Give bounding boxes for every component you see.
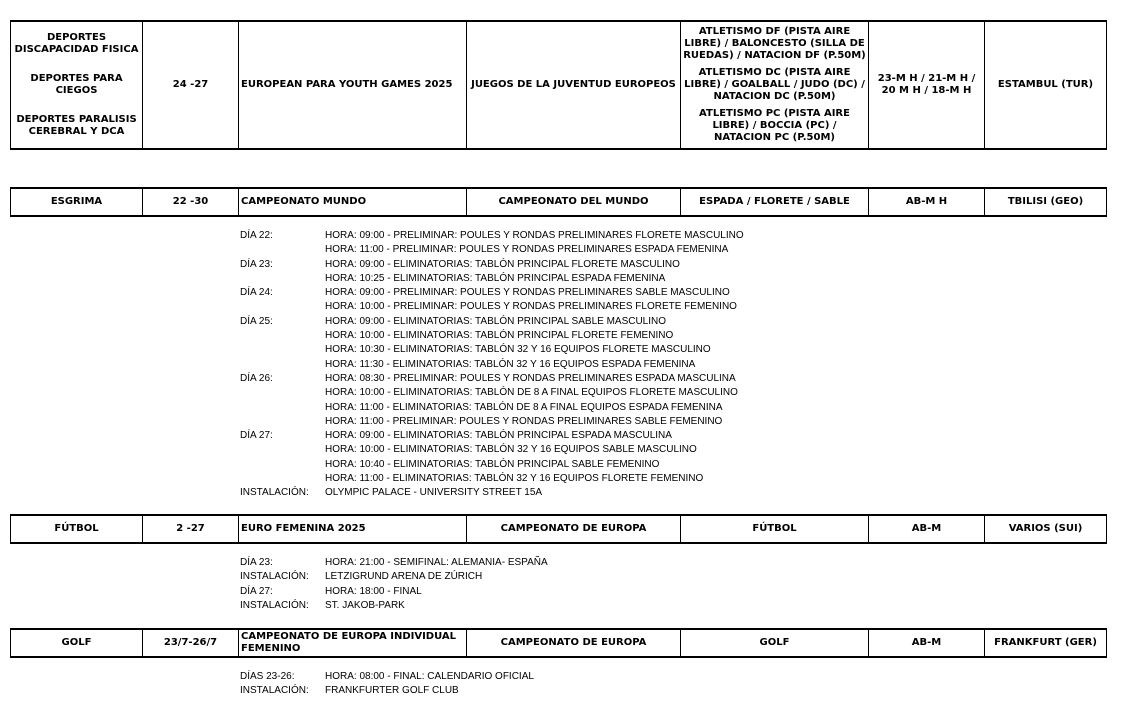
schedule-text: HORA: 10:00 - ELIMINATORIAS: TABLÓN PRINCIPAL FLORETE FEMENINO [325, 330, 674, 342]
dates-cell: 2 -27 [143, 515, 239, 543]
schedule-row [240, 329, 744, 343]
schedule-row [240, 386, 744, 400]
venue-text: OLYMPIC PALACE - UNIVERSITY STREET 15A [325, 487, 543, 499]
event-type-cell: CAMPEONATO DE EUROPA [467, 515, 681, 543]
schedule-row [240, 670, 534, 684]
day-label: DÍA 26: [240, 372, 273, 384]
event-row-golf [10, 628, 1107, 658]
schedule-text: HORA: 09:00 - PRELIMINAR: POULES Y RONDAS PRELIMINARES FLORETE MASCULINO [325, 230, 744, 241]
category-cell: AB-M H [869, 188, 985, 216]
schedule-row [240, 229, 744, 243]
schedule-row [240, 243, 744, 257]
schedule-row [240, 258, 744, 272]
schedule-row [240, 343, 744, 357]
schedule-row [240, 401, 744, 415]
schedule-row [240, 300, 744, 314]
schedule-row [240, 570, 548, 584]
discipline-cell: GOLF [681, 629, 869, 657]
schedule-row [240, 358, 744, 372]
day-label: DÍA 22: [240, 230, 273, 241]
day-label: DÍA 27: [240, 430, 273, 442]
schedule-row [240, 472, 744, 486]
discipline-cell: FÚTBOL [681, 515, 869, 543]
event-row-futbol [10, 514, 1107, 544]
schedule-text: HORA: 10:00 - ELIMINATORIAS: TABLÓN DE 8 A FINAL EQUIPOS FLORETE MASCULINO [325, 387, 738, 399]
schedule-text: HORA: 10:00 - PRELIMINAR: POULES Y RONDAS PRELIMINARES FLORETE FEMENINO [325, 301, 737, 313]
venue-label: INSTALACIÓN: [240, 599, 309, 611]
dates-cell: 22 -30 [143, 188, 239, 216]
schedule-text: HORA: 10:40 - ELIMINATORIAS: TABLÓN PRINCIPAL SABLE FEMENINO [325, 458, 660, 470]
sport-label: DEPORTES DISCAPACIDAD FISICA [14, 31, 139, 55]
schedule-text: HORA: 10:30 - ELIMINATORIAS: TABLÓN 32 Y 16 EQUIPOS FLORETE MASCULINO [325, 344, 711, 356]
schedule-row [240, 599, 548, 613]
day-label: DÍA 23: [240, 557, 273, 568]
discipline-cell [681, 21, 869, 149]
schedule-text: HORA: 11:00 - PRELIMINAR: POULES Y RONDAS PRELIMINARES SABLE FEMENINO [325, 415, 723, 427]
event-type-cell: JUEGOS DE LA JUVENTUD EUROPEOS [467, 21, 681, 149]
event-name-cell: EUROPEAN PARA YOUTH GAMES 2025 [239, 21, 467, 149]
sport-label: DEPORTES PARALISIS CEREBRAL Y DCA [16, 114, 137, 138]
event-row-para-youth-games [10, 20, 1107, 150]
schedule-golf [240, 670, 534, 699]
schedule-row [240, 443, 744, 457]
schedule-text: HORA: 09:00 - PRELIMINAR: POULES Y RONDAS PRELIMINARES SABLE MASCULINO [325, 287, 730, 299]
schedule-esgrima [240, 229, 744, 501]
venue-label: INSTALACIÓN: [240, 571, 309, 583]
schedule-text: HORA: 18:00 - FINAL [325, 585, 422, 597]
venue-text: ST. JAKOB-PARK [325, 599, 405, 611]
day-label: DÍA 24: [240, 287, 273, 299]
schedule-row [240, 486, 744, 500]
schedule-row [240, 556, 548, 570]
schedule-row [240, 272, 744, 286]
event-name-cell: CAMPEONATO MUNDO [239, 188, 467, 216]
discipline-label: ATLETISMO DC (PISTA AIRE LIBRE) / GOALBALL / JUDO (DC) / NATACION DC (P.50M) [684, 66, 865, 102]
venue-label: INSTALACIÓN: [240, 487, 309, 499]
schedule-row [240, 372, 744, 386]
schedule-row [240, 429, 744, 443]
day-label: DÍAS 23-26: [240, 671, 295, 682]
location-cell: FRANKFURT (GER) [985, 629, 1107, 657]
event-name-cell: CAMPEONATO DE EUROPA INDIVIDUAL FEMENINO [239, 629, 467, 657]
location-cell: ESTAMBUL (TUR) [985, 21, 1107, 149]
schedule-text: HORA: 21:00 - SEMIFINAL: ALEMANIA- ESPAÑA [325, 557, 548, 568]
schedule-text: HORA: 08:00 - FINAL: CALENDARIO OFICIAL [325, 671, 534, 682]
event-row-esgrima [10, 187, 1107, 217]
category-cell: AB-M [869, 629, 985, 657]
schedule-row [240, 585, 548, 599]
discipline-label: ATLETISMO PC (PISTA AIRE LIBRE) / BOCCIA (PC) / NATACION PC (P.50M) [699, 108, 850, 144]
category-cell: AB-M [869, 515, 985, 543]
schedule-row [240, 415, 744, 429]
venue-text: LETZIGRUND ARENA DE ZÚRICH [325, 571, 483, 583]
category-cell: 23-M H / 21-M H / 20 M H / 18-M H [869, 21, 985, 149]
day-label: DÍA 27: [240, 585, 273, 597]
schedule-futbol [240, 556, 548, 613]
schedule-row [240, 286, 744, 300]
schedule-text: HORA: 11:00 - ELIMINATORIAS: TABLÓN DE 8 A FINAL EQUIPOS ESPADA FEMENINA [325, 401, 723, 413]
schedule-row [240, 458, 744, 472]
event-type-cell: CAMPEONATO DE EUROPA [467, 629, 681, 657]
schedule-text: HORA: 11:30 - ELIMINATORIAS: TABLÓN 32 Y 16 EQUIPOS ESPADA FEMENINA [325, 358, 696, 370]
dates-cell: 24 -27 [143, 21, 239, 149]
discipline-label: ATLETISMO DF (PISTA AIRE LIBRE) / BALONCESTO (SILLA DE RUEDAS) / NATACION DF (P.50M) [683, 25, 866, 61]
sport-cell: GOLF [11, 629, 143, 657]
venue-text: FRANKFURTER GOLF CLUB [325, 685, 459, 697]
schedule-text: HORA: 09:00 - ELIMINATORIAS: TABLÓN PRINCIPAL ESPADA MASCULINA [325, 430, 672, 442]
discipline-cell: ESPADA / FLORETE / SABLE [681, 188, 869, 216]
schedule-row [240, 684, 534, 698]
venue-label: INSTALACIÓN: [240, 685, 309, 697]
schedule-text: HORA: 09:00 - ELIMINATORIAS: TABLÓN PRINCIPAL FLORETE MASCULINO [325, 258, 680, 270]
event-name-cell: EURO FEMENINA 2025 [239, 515, 467, 543]
schedule-text: HORA: 10:25 - ELIMINATORIAS: TABLÓN PRINCIPAL ESPADA FEMENINA [325, 272, 666, 284]
dates-cell: 23/7-26/7 [143, 629, 239, 657]
schedule-text: HORA: 10:00 - ELIMINATORIAS: TABLÓN 32 Y 16 EQUIPOS SABLE MASCULINO [325, 444, 697, 456]
schedule-text: HORA: 11:00 - PRELIMINAR: POULES Y RONDAS PRELIMINARES ESPADA FEMENINA [325, 244, 729, 256]
schedule-text: HORA: 08:30 - PRELIMINAR: POULES Y RONDAS PRELIMINARES ESPADA MASCULINA [325, 372, 736, 384]
schedule-text: HORA: 11:00 - ELIMINATORIAS: TABLÓN 32 Y 16 EQUIPOS FLORETE FEMENINO [325, 473, 704, 485]
sport-cell: FÚTBOL [11, 515, 143, 543]
schedule-text: HORA: 09:00 - ELIMINATORIAS: TABLÓN PRINCIPAL SABLE MASCULINO [325, 315, 667, 327]
sport-cell: ESGRIMA [11, 188, 143, 216]
day-label: DÍA 23: [240, 258, 273, 270]
schedule-row [240, 315, 744, 329]
location-cell: VARIOS (SUI) [985, 515, 1107, 543]
location-cell: TBILISI (GEO) [985, 188, 1107, 216]
day-label: DÍA 25: [240, 315, 273, 327]
sport-label: DEPORTES PARA CIEGOS [30, 72, 123, 96]
event-type-cell: CAMPEONATO DEL MUNDO [467, 188, 681, 216]
sport-cell [11, 21, 143, 149]
